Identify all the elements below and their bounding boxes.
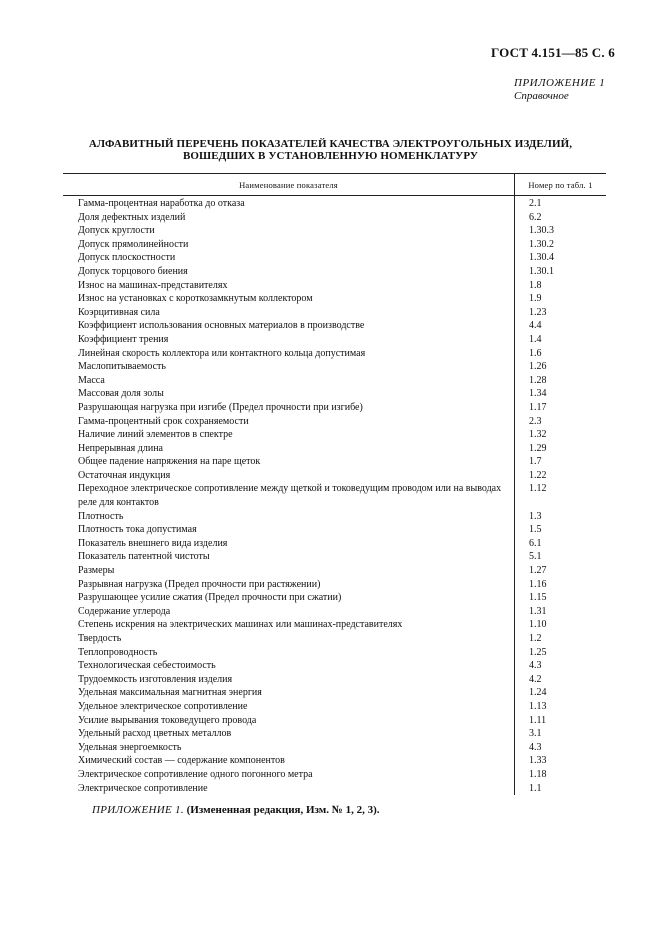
appendix-label-block [514,77,605,103]
page-title [60,138,601,162]
indicator-name: Наличие линий элементов в спектре [78,429,233,441]
indicator-table-number: 1.29 [515,442,607,456]
indicator-name: Допуск прямолинейности [78,238,189,250]
indicator-table-number: 1.6 [515,347,607,361]
indicator-table-number: 1.22 [515,469,607,483]
indicator-table-number: 1.32 [515,428,607,442]
table-row [63,319,606,333]
indicator-table-number: 1.17 [515,401,607,415]
table-row [63,428,606,442]
table-row [63,360,606,374]
table-row [63,768,606,782]
indicator-table-number: 6.2 [515,211,607,225]
table-row [63,374,606,388]
indicator-name: Переходное электрическое сопротивление между щеткой и токоведущим проводом или на выводах реле для контактов [78,483,502,509]
table-row [63,686,606,700]
table-row [63,482,606,509]
table-row [63,727,606,741]
indicator-table-number: 1.9 [515,292,607,306]
footer-appendix-label: ПРИЛОЖЕНИЕ 1. [92,804,184,816]
table-row [63,754,606,768]
table-row [63,782,606,796]
table-row [63,333,606,347]
indicator-table-number: 1.31 [515,605,607,619]
table-row [63,211,606,225]
indicator-table-number: 1.10 [515,618,607,632]
indicator-table-number: 2.1 [515,196,607,211]
indicator-table-number: 1.30.1 [515,265,607,279]
indicator-table-number: 1.30.3 [515,224,607,238]
indicator-name: Показатель патентной чистоты [78,551,210,563]
indicator-name: Твердость [78,633,122,644]
indicator-table-number: 4.2 [515,673,607,687]
table-row [63,591,606,605]
indicator-table-number: 1.34 [515,387,607,401]
table-row [63,238,606,252]
table-row [63,401,606,415]
indicator-table-number: 5.1 [515,550,607,564]
indicator-name: Разрушающая нагрузка при изгибе (Предел прочности при изгибе) [78,401,363,413]
indicator-name: Разрушающее усилие сжатия (Предел прочности при сжатии) [78,592,342,604]
indicator-table-number: 1.25 [515,646,607,660]
column-header-number: Номер по табл. 1 [515,174,607,196]
table-row [63,646,606,660]
indicator-table-number: 1.28 [515,374,607,388]
indicator-table-number: 1.23 [515,306,607,320]
table-row [63,700,606,714]
indicator-name: Доля дефектных изделий [78,211,186,223]
indicator-name: Химический состав — содержание компонентов [78,755,285,767]
indicator-name: Плотность тока допустимая [78,524,197,536]
indicator-table-number: 1.24 [515,686,607,700]
indicator-table-number: 1.27 [515,564,607,578]
indicator-name: Размеры [78,565,115,577]
table-row [63,347,606,361]
table-row [63,537,606,551]
indicator-name: Масса [78,374,105,386]
indicator-table-number: 1.1 [515,782,607,796]
indicator-table-number: 1.5 [515,523,607,537]
page-title-line-1: АЛФАВИТНЫЙ ПЕРЕЧЕНЬ ПОКАЗАТЕЛЕЙ КАЧЕСТВА ЭЛЕКТРОУГОЛЬНЫХ ИЗДЕЛИЙ, [88,138,573,150]
indicator-name: Непрерывная длина [78,442,163,454]
indicator-name: Разрывная нагрузка (Предел прочности при растяжении) [78,578,321,590]
table-row [63,510,606,524]
indicator-name: Электрическое сопротивление одного погонного метра [78,768,313,780]
indicator-name: Технологическая себестоимость [78,660,216,672]
indicator-table-number: 1.13 [515,700,607,714]
footer-revision-text: (Измененная редакция, Изм. № 1, 2, 3). [186,804,380,816]
indicator-table-number: 1.7 [515,455,607,469]
indicator-table-number: 1.11 [515,714,607,728]
indicator-name: Усилие вырывания токоведущего провода [78,714,257,726]
indicator-table-number: 4.3 [515,659,607,673]
table-body [63,196,606,796]
table-row [63,714,606,728]
table-row [63,605,606,619]
indicator-table-number: 1.15 [515,591,607,605]
table-row [63,292,606,306]
indicator-name: Гамма-процентная наработка до отказа [78,198,245,209]
table-row [63,550,606,564]
indicator-table-number: 4.3 [515,741,607,755]
appendix-type: Справочное [514,90,569,102]
indicator-table-number: 4.4 [515,319,607,333]
indicator-name: Коэрцитивная сила [78,306,160,318]
indicator-table-number: 1.8 [515,279,607,293]
indicator-name: Маслопитываемость [78,361,166,373]
indicator-table-number: 6.1 [515,537,607,551]
table-row [63,251,606,265]
indicator-table-number: 3.1 [515,727,607,741]
table-row [63,279,606,293]
indicator-name: Электрическое сопротивление [78,782,208,794]
gost-page-header: ГОСТ 4.151—85 С. 6 [490,45,615,60]
indicator-name: Допуск плоскостности [78,252,176,264]
table-row [63,632,606,646]
footer-note [92,804,380,816]
indicator-name: Допуск круглости [78,225,155,237]
appendix-number: ПРИЛОЖЕНИЕ 1 [514,77,606,89]
indicator-table-number: 1.18 [515,768,607,782]
indicator-table-number: 1.33 [515,754,607,768]
indicator-table-number: 1.4 [515,333,607,347]
indicator-name: Износ на машинах-представителях [78,279,228,291]
indicator-name: Показатель внешнего вида изделия [78,537,228,549]
indicator-table-number: 1.3 [515,510,607,524]
indicator-name: Остаточная индукция [78,469,171,481]
indicator-name: Удельная энергоемкость [78,741,182,753]
indicator-table-number: 1.26 [515,360,607,374]
indicator-name: Удельное электрическое сопротивление [78,700,248,712]
table-row [63,415,606,429]
indicators-table [63,173,606,795]
indicator-table-number: 1.16 [515,578,607,592]
table-row [63,196,606,211]
indicator-table-number: 1.12 [515,482,607,509]
table-row [63,673,606,687]
table-row [63,741,606,755]
page-title-line-2: ВОШЕДШИХ В УСТАНОВЛЕННУЮ НОМЕНКЛАТУРУ [182,150,479,162]
indicator-name: Линейная скорость коллектора или контактного кольца допустимая [78,347,366,359]
indicator-name: Гамма-процентный срок сохраняемости [78,415,249,427]
indicator-name: Степень искрения на электрических машинах или машинах-представителях [78,619,403,631]
indicator-name: Теплопроводность [78,646,158,658]
indicator-table-number: 1.30.2 [515,238,607,252]
table-row [63,265,606,279]
indicator-table-number: 2.3 [515,415,607,429]
indicator-table-number: 1.2 [515,632,607,646]
indicator-name: Износ на установках с короткозамкнутым коллектором [78,293,313,305]
indicator-name: Удельный расход цветных металлов [78,728,232,740]
indicator-name: Плотность [78,510,124,522]
column-header-name: Наименование показателя [63,174,515,196]
table-row [63,442,606,456]
indicator-name: Общее падение напряжения на паре щеток [78,456,261,468]
indicator-name: Коэффициент использования основных материалов в производстве [78,320,365,332]
table-row [63,455,606,469]
table-row [63,659,606,673]
table-row [63,224,606,238]
table-row [63,523,606,537]
table-row [63,564,606,578]
indicator-name: Трудоемкость изготовления изделия [78,673,233,685]
table-row [63,306,606,320]
table-row [63,618,606,632]
table-header-row [63,174,606,196]
table-row [63,578,606,592]
indicator-name: Коэффициент трения [78,333,169,345]
indicator-name: Содержание углерода [78,605,171,617]
indicator-name: Допуск торцового биения [78,265,188,277]
table-row [63,387,606,401]
indicator-name: Массовая доля золы [78,388,164,400]
indicator-name: Удельная максимальная магнитная энергия [78,687,262,699]
table-row [63,469,606,483]
indicator-table-number: 1.30.4 [515,251,607,265]
